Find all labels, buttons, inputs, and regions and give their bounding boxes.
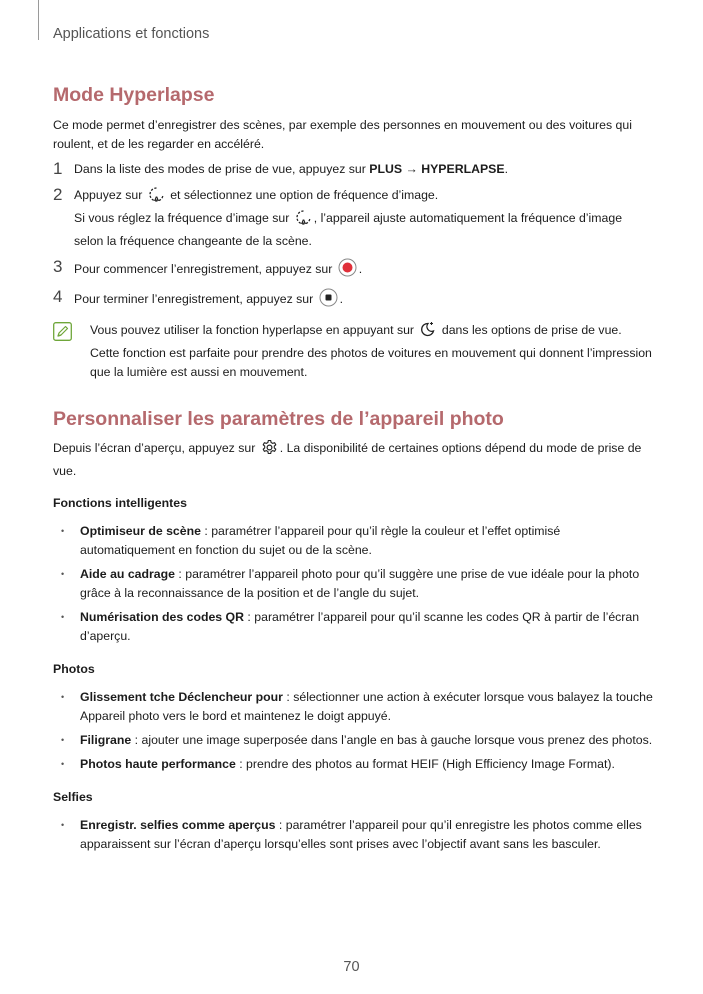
group-heading: Photos <box>53 662 95 676</box>
frame-rate-auto-icon <box>295 209 312 232</box>
step-1: 1 Dans la liste des modes de prise de vue, appuyez sur PLUS → HYPERLAPSE. <box>53 159 509 178</box>
step-number: 3 <box>53 257 63 276</box>
group-heading: Selfies <box>53 790 93 804</box>
step-2: 2 Appuyez sur A et sélectionnez une option de fréquence d’image. Si vous réglez la fréquence d’image sur A , l’appareil ajuste automatiquement la fréquence d’image selon la fréquence changeante de la scène. <box>53 185 623 248</box>
step-number: 4 <box>53 287 63 306</box>
note-icon <box>53 322 72 347</box>
step-4: 4 Pour terminer l’enregistrement, appuyez sur . <box>53 288 653 313</box>
list-item: • Numérisation des codes QR : paramétrer l’appareil pour qu’il scanne les codes QR à partir de l’écran d’aperçu. <box>53 608 653 646</box>
step-3: 3 Pour commencer l’enregistrement, appuyez sur . <box>53 258 653 283</box>
frame-rate-auto-icon <box>148 186 165 209</box>
section-title-hyperlapse: Mode Hyperlapse <box>53 84 215 106</box>
svg-text:A: A <box>300 218 306 226</box>
list-item: • Filigrane : ajouter une image superposée dans l’angle en bas à gauche lorsque vous prenez des photos. <box>53 731 653 750</box>
list-item: • Optimiseur de scène : paramétrer l’appareil pour qu’il règle la couleur et l’effet optimisé automatiquement en fonction du sujet ou de la scène. <box>53 522 653 560</box>
header-title: Applications et fonctions <box>53 26 210 42</box>
menu-path: PLUS → HYPERLAPSE <box>369 162 505 176</box>
group-heading: Fonctions intelligentes <box>53 496 187 510</box>
list-item: • Photos haute performance : prendre des photos au format HEIF (High Efficiency Image Format). <box>53 755 653 774</box>
step-number: 1 <box>53 159 63 178</box>
list-item: • Glissement tche Déclencheur pour : sélectionner une action à exécuter lorsque vous balayez la touche Appareil photo vers le bord et maintenez le doigt appuyé. <box>53 688 653 726</box>
record-icon <box>338 258 357 283</box>
night-light-icon <box>419 321 436 344</box>
section-title-camera-settings: Personnaliser les paramètres de l’appareil photo <box>53 408 504 430</box>
svg-text:A: A <box>153 195 159 203</box>
list-item: • Aide au cadrage : paramétrer l’appareil photo pour qu’il suggère une prise de vue idéale pour la photo grâce à la reconnaissance de la position et de l’angle du sujet. <box>53 565 653 603</box>
note: Vous pouvez utiliser la fonction hyperlapse en appuyant sur dans les options de prise de vue. Cette fonction est parfaite pour prendre des photos de voitures en mouvement qui donnent l’impression que la lumière est aussi en mouvement. <box>53 321 653 382</box>
header-rule <box>38 0 39 40</box>
page-number: 70 <box>343 959 360 975</box>
camera-settings-intro: Depuis l’écran d’aperçu, appuyez sur . La disponibilité de certaines options dépend du mode de prise de vue. <box>53 441 642 478</box>
hyperlapse-intro: Ce mode permet d’enregistrer des scènes, par exemple des personnes en mouvement ou des voitures qui roulent, et de les regarder en accéléré. <box>53 118 632 151</box>
page-content <box>53 82 653 854</box>
photos-list <box>53 688 653 774</box>
stop-icon <box>319 288 338 313</box>
step-number: 2 <box>53 185 63 204</box>
smart-features-list <box>53 522 653 646</box>
selfies-list <box>53 816 653 854</box>
gear-icon <box>261 439 278 462</box>
list-item: • Enregistr. selfies comme aperçus : paramétrer l’appareil pour qu’il enregistre les photos comme elles apparaissent sur l’écran d’aperçu lorsqu’elles sont prises avec l’objectif avant sans les basculer. <box>53 816 653 854</box>
